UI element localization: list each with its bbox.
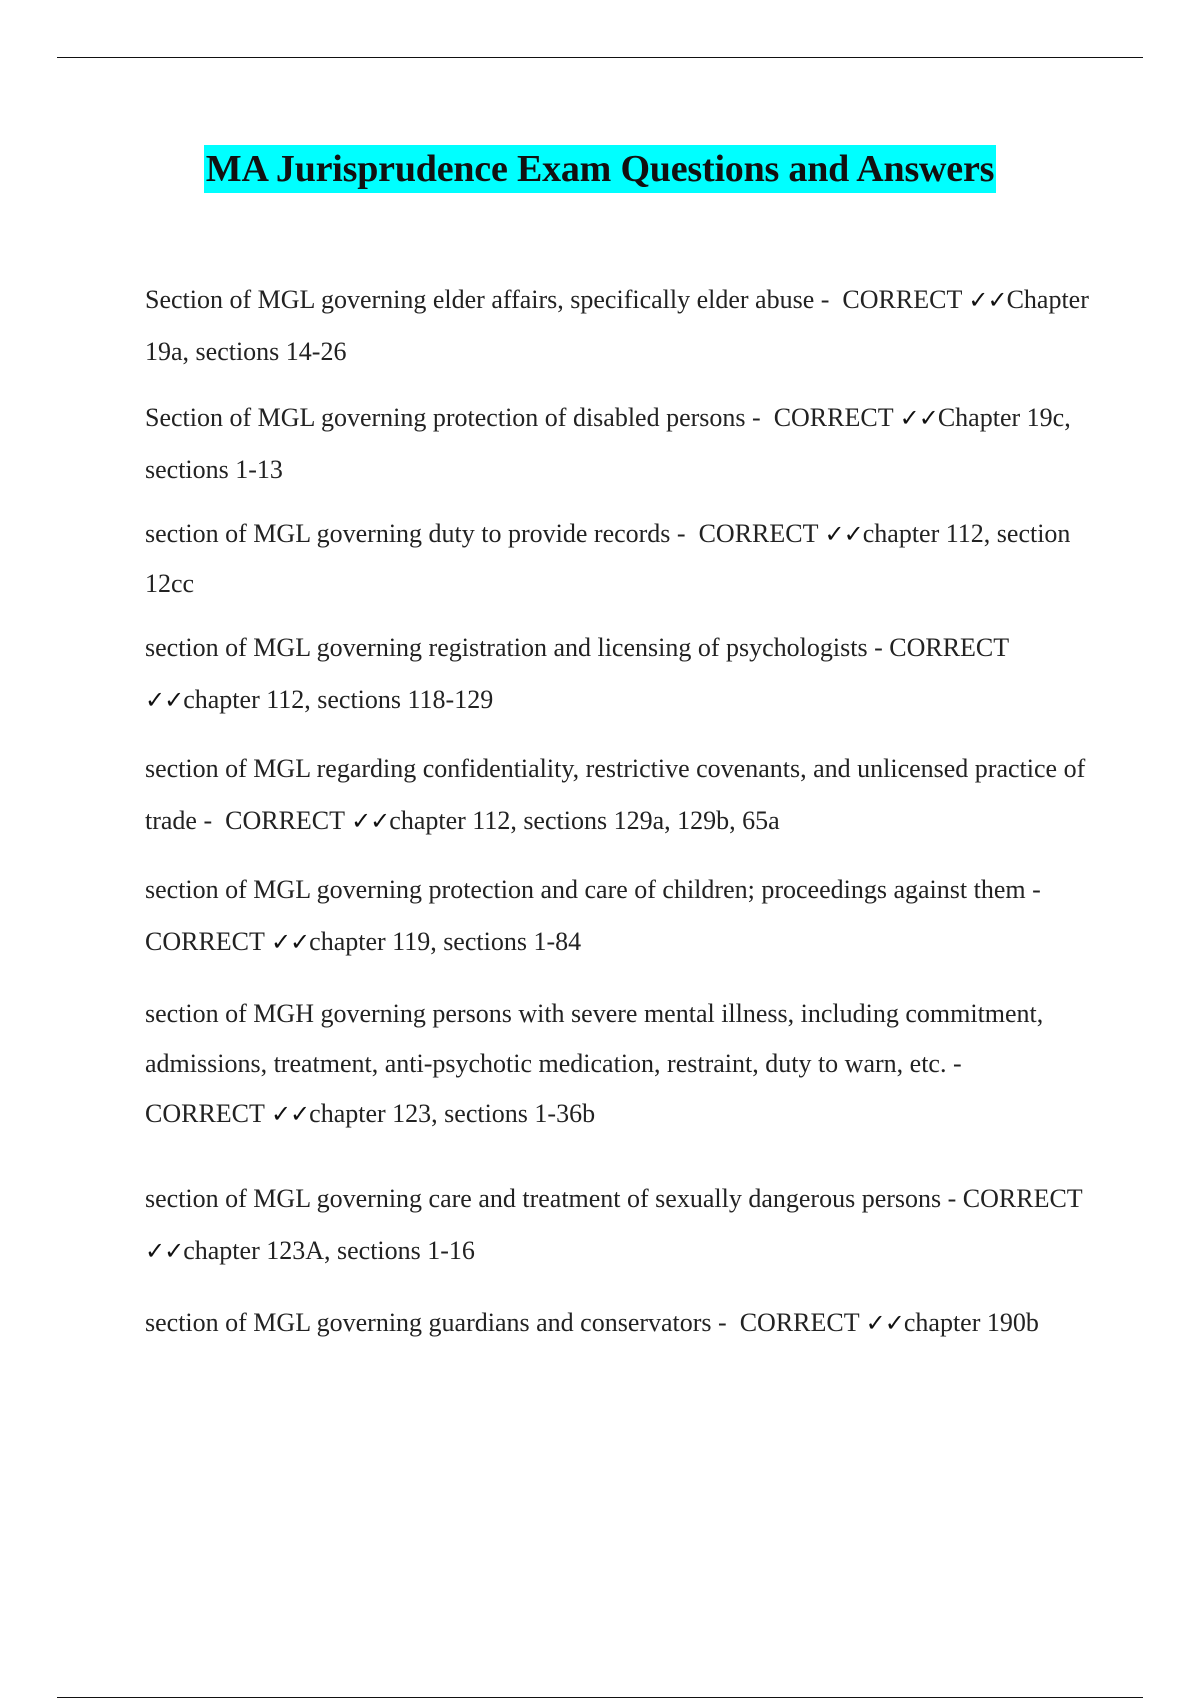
qa-item-9 [145, 1297, 1090, 1349]
double-check-icon: ✓✓ [145, 1237, 184, 1265]
qa-item-8 [145, 1173, 1090, 1277]
correct-label: CORRECT [698, 519, 819, 548]
answer-text: chapter 112, sections 129a, 129b, 65a [389, 806, 780, 835]
double-check-icon: ✓✓ [824, 520, 863, 548]
answer-text: chapter 119, sections 1-84 [309, 927, 582, 956]
question-text: section of MGL governing duty to provide records - [145, 519, 686, 548]
double-check-icon: ✓✓ [145, 686, 184, 714]
double-check-icon: ✓✓ [270, 928, 310, 956]
qa-item-3 [145, 509, 1090, 609]
qa-item-6 [145, 864, 1090, 968]
correct-label: CORRECT [889, 633, 1009, 662]
double-check-icon: ✓✓ [899, 404, 938, 432]
double-check-icon: ✓✓ [270, 1100, 310, 1128]
question-text: section of MGL governing protection and care of children; proceedings against them - [145, 875, 1041, 904]
qa-item-7 [145, 989, 1090, 1139]
qa-item-5 [145, 743, 1090, 847]
double-check-icon: ✓✓ [865, 1309, 904, 1337]
double-check-icon: ✓✓ [351, 807, 390, 835]
correct-label: CORRECT [225, 806, 345, 835]
question-text: section of MGL governing registration and licensing of psychologists - [145, 633, 883, 662]
answer-text: Chapter 19c, sections 1-13 [145, 403, 1071, 484]
correct-label: CORRECT [773, 403, 894, 432]
question-text: Section of MGL governing protection of disabled persons - [145, 403, 761, 432]
top-rule [57, 57, 1143, 58]
answer-text: chapter 123A, sections 1-16 [183, 1236, 475, 1265]
correct-label: CORRECT [739, 1308, 860, 1337]
correct-label: CORRECT [842, 285, 962, 314]
document-title: MA Jurisprudence Exam Questions and Answers [204, 145, 996, 193]
answer-text: chapter 123, sections 1-36b [309, 1099, 596, 1128]
qa-item-4 [145, 622, 1090, 726]
correct-label: CORRECT [145, 1099, 265, 1128]
answer-text: chapter 190b [903, 1308, 1039, 1337]
question-text: Section of MGL governing elder affairs, specifically elder abuse - [145, 285, 830, 314]
answer-text: chapter 112, section 12cc [145, 519, 1071, 598]
title-container [0, 145, 1200, 193]
answer-text: chapter 112, sections 118-129 [183, 685, 494, 714]
question-text: section of MGL governing care and treatment of sexually dangerous persons - [145, 1184, 957, 1213]
question-text: section of MGL governing guardians and conservators - [145, 1308, 727, 1337]
double-check-icon: ✓✓ [968, 286, 1007, 314]
bottom-rule [57, 1697, 1143, 1698]
correct-label: CORRECT [962, 1184, 1083, 1213]
qa-item-1 [145, 274, 1090, 378]
qa-item-2 [145, 392, 1090, 496]
answer-text: Chapter 19a, sections 14-26 [145, 285, 1089, 366]
question-text: section of MGH governing persons with severe mental illness, including commitment, admissions, treatment, anti-psychotic medication, restraint, duty to warn, etc. - [145, 999, 1044, 1078]
correct-label: CORRECT [145, 927, 265, 956]
question-text: section of MGL regarding confidentiality, restrictive covenants, and unlicensed practice of trade - [145, 754, 1086, 835]
